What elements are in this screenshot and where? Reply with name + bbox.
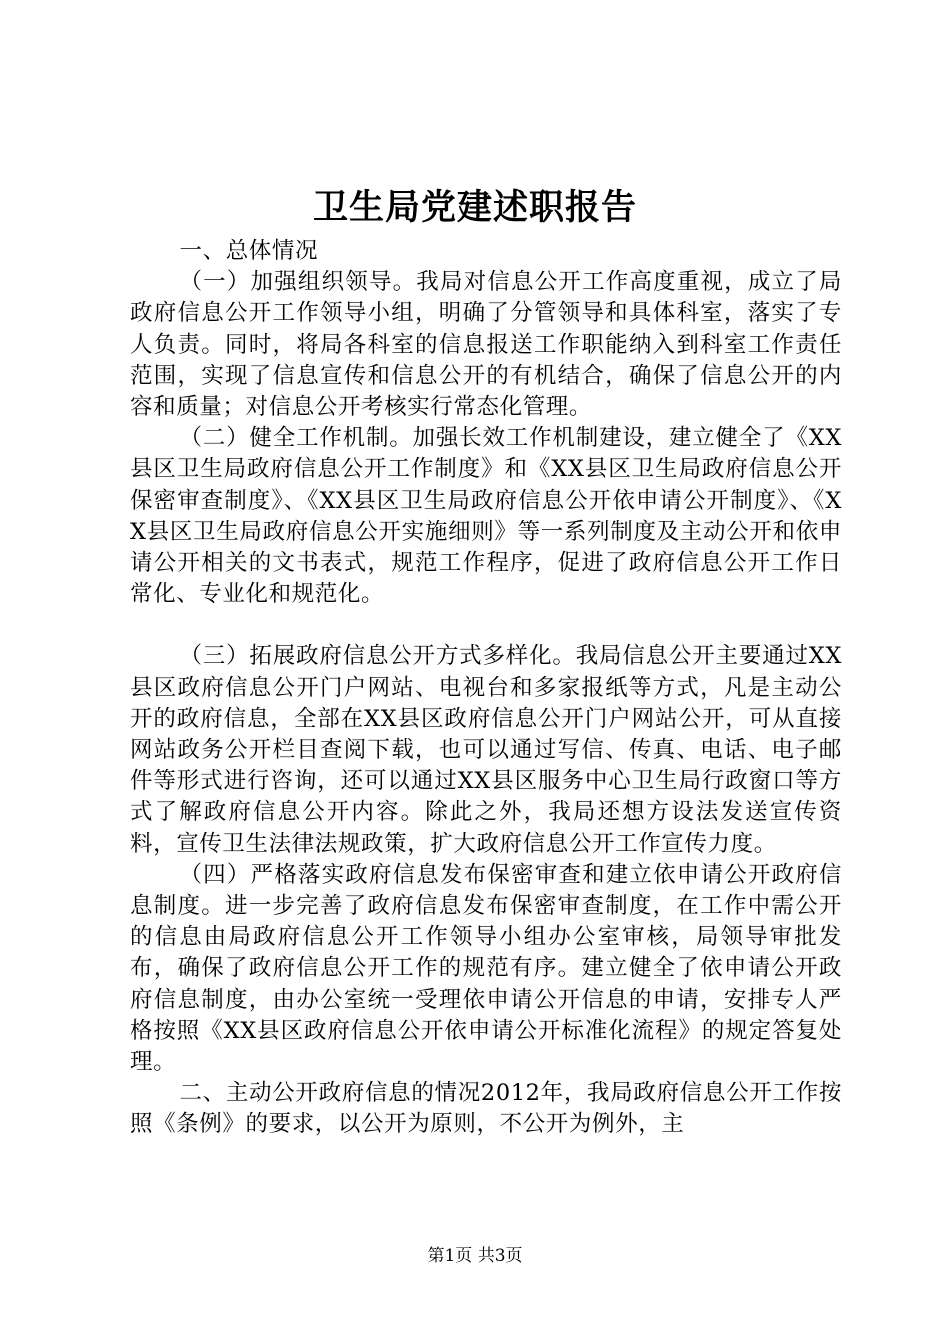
section-heading-active-disclosure: 二、主动公开政府信息的情况2012年，我局政府信息公开工作按照《条例》的要求，以公开为原则，不公开为例外，主 (130, 1080, 842, 1138)
paragraph-diversification: （三）拓展政府信息公开方式多样化。我局信息公开主要通过XX县区政府信息公开门户网站、电视台和多家报纸等方式，凡是主动公开的政府信息，全部在XX县区政府信息公开门户网站公开，可从直接网站政务公开栏目查阅下载，也可以通过写信、传真、电话、电子邮件等形式进行咨询，还可以通过XX县区服务中心卫生局行政窗口等方式了解政府信息公开内容。除此之外，我局还想方设法发送宣传资料，宣传卫生法律法规政策，扩大政府信息公开工作宣传力度。 (130, 643, 842, 857)
page-footer: 第1页 共3页 (427, 1246, 523, 1266)
paragraph-mechanism: （二）健全工作机制。加强长效工作机制建设，建立健全了《XX县区卫生局政府信息公开工作制度》和《XX县区卫生局政府信息公开保密审查制度》、《XX县区卫生局政府信息公开依申请公开制度》、《XX县区卫生局政府信息公开实施细则》等一系列制度及主动公开和依申请公开相关的文书表式，规范工作程序，促进了政府信息公开工作日常化、专业化和规范化。 (130, 425, 842, 608)
paragraph-organization: （一）加强组织领导。我局对信息公开工作高度重视，成立了局政府信息公开工作领导小组，明确了分管领导和具体科室，落实了专人负责。同时，将局各科室的信息报送工作职能纳入到科室工作责任范围，实现了信息宣传和信息公开的有机结合，确保了信息公开的内容和质量；对信息公开考核实行常态化管理。 (130, 269, 842, 421)
document-body (130, 236, 842, 1141)
section-heading-overview: 一、总体情况 (179, 238, 319, 264)
paragraph-confidentiality-review: （四）严格落实政府信息发布保密审查和建立依申请公开政府信息制度。进一步完善了政府信息发布保密审查制度，在工作中需公开的信息由局政府信息公开工作领导小组办公室审核，局领导审批发布，确保了政府信息公开工作的规范有序。建立健全了依申请公开政府信息制度，由办公室统一受理依申请公开信息的申请，安排专人严格按照《XX县区政府信息公开依申请公开标准化流程》的规定答复处理。 (130, 861, 842, 1076)
document-title: 卫生局党建述职报告 (312, 187, 637, 228)
